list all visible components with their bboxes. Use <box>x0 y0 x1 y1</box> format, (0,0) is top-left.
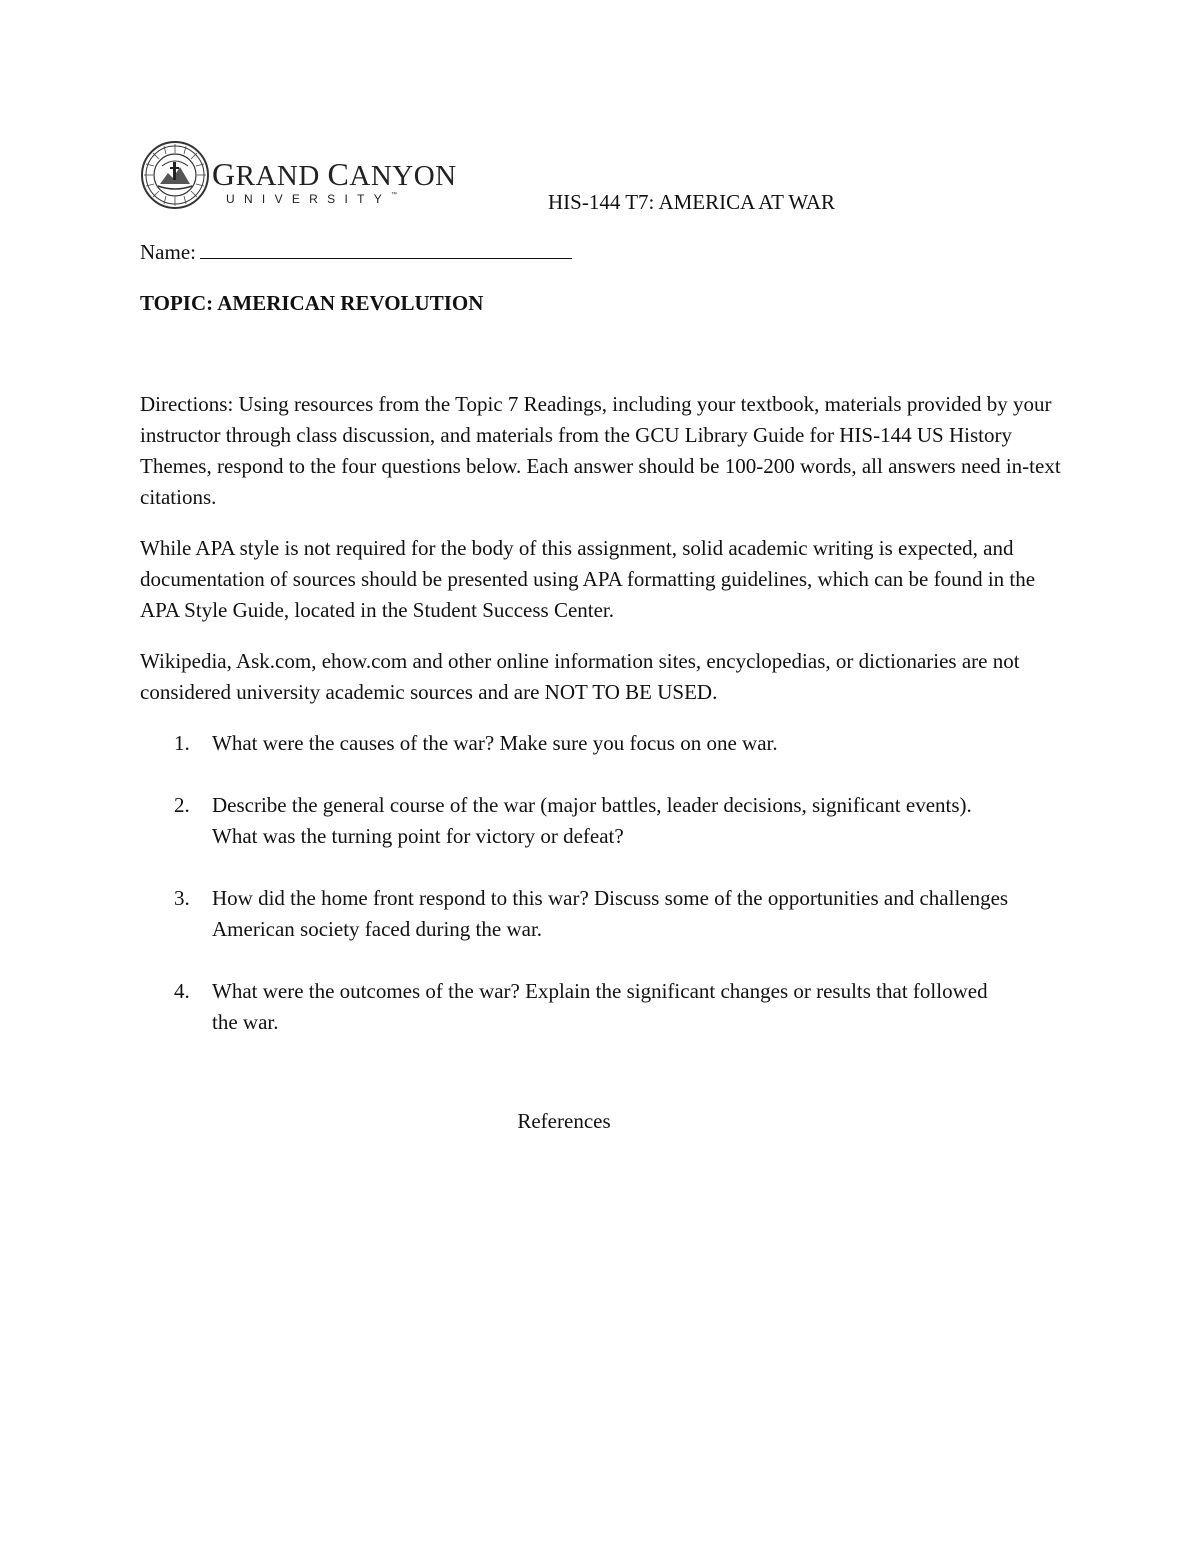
university-seal-icon <box>140 140 210 210</box>
directions-paragraph: Directions: Using resources from the Topic 7 Readings, including your textbook, materials provided by your instructor through class discussion, and materials from the GCU Library Guide for HIS-144 US History Themes, respond to the four questions below. Each answer should be 100-200 words, all answers need in-text citations. <box>140 392 1061 509</box>
name-field-row <box>140 238 572 266</box>
question-number: 1. <box>174 731 190 755</box>
question-number: 4. <box>174 979 190 1003</box>
university-logo <box>140 140 457 212</box>
course-title: HIS-144 T7: AMERICA AT WAR <box>548 190 836 214</box>
university-subtitle: UNIVERSITY™ <box>226 192 398 206</box>
university-wordmark <box>212 156 457 206</box>
question-text: How did the home front respond to this war? Discuss some of the opportunities and challenges American society faced during the war. <box>212 886 1009 941</box>
name-label: Name: <box>140 240 196 264</box>
question-text: Describe the general course of the war (major battles, leader decisions, significant events). What was the turning point for victory or defeat? <box>212 793 972 848</box>
question-text: What were the causes of the war? Make sure you focus on one war. <box>212 731 778 755</box>
apa-paragraph: While APA style is not required for the body of this assignment, solid academic writing is expected, and documentation of sources should be presented using APA formatting guidelines, which can be found in the APA Style Guide, located in the Student Success Center. <box>140 536 1036 622</box>
topic-heading: TOPIC: AMERICAN REVOLUTION <box>140 291 484 315</box>
question-number: 2. <box>174 793 190 817</box>
references-heading: References <box>517 1109 611 1133</box>
question-text: What were the outcomes of the war? Explain the significant changes or results that followed the war. <box>212 979 988 1034</box>
university-name: GRAND CANYON <box>212 156 457 192</box>
question-number: 3. <box>174 886 190 910</box>
sources-paragraph: Wikipedia, Ask.com, ehow.com and other online information sites, encyclopedias, or dictionaries are not considered university academic sources and are NOT TO BE USED. <box>140 649 1020 704</box>
name-input-line[interactable] <box>200 238 572 259</box>
